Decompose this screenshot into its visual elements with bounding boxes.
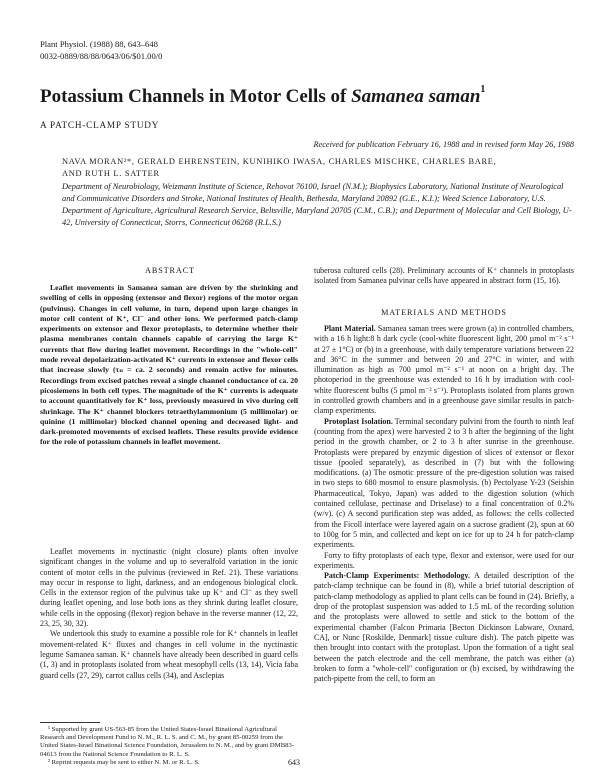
- intro-continuation-text: tuberosa cultured cells (28). Preliminary accounts of K⁺ channels in protoplasts isolated from Samanea pulvinar cells have appeared in abstract form (15, 16).: [314, 266, 574, 286]
- methods-heading: MATERIALS AND METHODS: [381, 308, 507, 317]
- journal-citation: Plant Physiol. (1988) 88, 643–648: [40, 39, 158, 49]
- abstract-paragraph: Leaflet movements in Samanea saman are driven by the shrinking and swelling of cells in opposing (extensor and flexor) regions of the motor organ (pulvinus). Changes in cell volume, in turn, depend upon large changes in motor cell content of K⁺, Cl⁻ and other ions. We performed patch-clamp experiments on extensor and flexor protoplasts, to determine whether their plasma membranes contain channels capable of carrying the large K⁺ currents that flow during leaflet movement. Recordings in the "whole-cell" mode reveal depolarization-activated K⁺ currents in extensor and flexor cells that increase slowly (τₙ = ca. 2 seconds) and remain active for minutes. Recordings from excised patches reveal a single channel conductance of ca. 20 picosiemens in both cell types. The magnitude of the K⁺ currents is adequate to account quantitatively for K⁺ loss, previously measured in vivo during cell shrinkage. The K⁺ channel blockers tetraethylammonium (5 millimolar) or quinine (1 millimolar) blocked channel opening and decreased light- and dark-promoted movements of excised leaflets. These results provide evidence for the role of potassium channels in leaflet movement.: [40, 283, 298, 447]
- article-title: [40, 86, 560, 108]
- intro-continuation: [314, 266, 574, 287]
- intro-paragraph-1: Leaflet movements in nyctinastic (night closure) plants often involve significant changes in the volume and up to severalfold variation in the ionic content of motor cells in the pulvinus (reviewed in Ref. 21). These variations may occur in response to light, darkness, and an endogenous biological clock. Cells in the extensor region of the pulvinus take up K⁺ and Cl⁻ as they swell during leaflet opening, and lose both ions as they shrink during leaflet closure, while cells in the opposing (flexor) region behave in the reverse manner (12, 22, 23, 25, 30, 32).: [40, 547, 298, 629]
- patch-clamp-paragraph: [314, 571, 574, 684]
- affiliations: Department of Neurobiology, Weizmann Institute of Science, Rehovot 76100, Israel (N.M.); Biophysics Laboratory, National Institute of Neurological and Communicative Disorders and Stroke, National Institutes of Health, Bethesda, Maryland 20892 (G.E., K.I.); Weed Science Laboratory, U.S. Department of Agriculture, Agricultural Research Service, Beltsville, Maryland 20705 (C.M., C.B.); and Department of Molecular and Cell Biology, U-42, University of Connecticut, Storrs, Connecticut 06268 (R.L.S.): [62, 182, 572, 227]
- methods-body: [314, 324, 574, 684]
- footnote-2: ² Reprint requests may be sent to either N. M. or R. L. S.: [48, 758, 200, 766]
- protoplast-isolation-heading: Protoplast Isolation.: [324, 416, 393, 426]
- footnote-divider: [40, 722, 100, 723]
- abstract-heading: ABSTRACT: [145, 266, 195, 275]
- patch-clamp-heading: Patch-Clamp Experiments: Methodology.: [324, 571, 470, 581]
- author-list: [62, 156, 574, 180]
- protoplast-isolation-paragraph: [314, 417, 574, 551]
- protoplast-count-paragraph: Forty to fifty protoplasts of each type, flexor and extensor, were used for our experiments.: [314, 550, 574, 570]
- plant-material-heading: Plant Material.: [324, 324, 376, 333]
- abstract-text: [40, 283, 298, 448]
- page-number: 643: [288, 758, 300, 767]
- introduction: [40, 547, 298, 681]
- article-subtitle: A PATCH-CLAMP STUDY: [40, 120, 160, 130]
- received-dates: Received for publication February 16, 1988 and in revised form May 26, 1988: [313, 140, 574, 149]
- patch-clamp-text: A detailed description of the patch-clamp technique can be found in (8), while a brief tutorial description of patch-clamp methodology as applied to plant cells can be found in (24). Briefly, a drop of the protoplast suspension was added to 1.5 mL of the recording solution and the protoplasts were allowed to settle and stick to the bottom of the experimental chamber (Falcon Primaria [Becton Dickinson Labware, Oxnard, CA], or Nunc [Roskilde, Denmark] tissue culture dish). The patch pipette was then brought into contact with the protoplast. Upon the formation of a tight seal between the patch electrode and the cell membrane, the patch was either (a) broken to form a "whole-cell" configuration or (b) excised, by withdrawing the patch-pipette from the cell, to form an: [314, 571, 574, 684]
- title-species: Samanea saman: [351, 86, 481, 107]
- author-line-1: NAVA MORAN²*, GERALD EHRENSTEIN, KUNIHIKO IWASA, CHARLES MISCHKE, CHARLES BARE,: [62, 157, 497, 166]
- plant-material-text: Samanea saman trees were grown (a) in controlled chambers, with a 16 h light:8 h dark cycle (cool-white fluorescent light, 200 µmol m⁻² s⁻¹ at 27 ± 1°C) or (b) in a greenhouse, with daily temperature variations between 22 and 36°C in the summer and between 20 and 27°C in winter, and with illumination as high as 700 µmol m⁻² s⁻¹ at noon on a bright day. The photoperiod in the greenhouse was extended to 16 h by irradiation with cool-white fluorescent bulbs (5 µmol m⁻² s⁻¹). Protoplasts isolated from plants grown in controlled growth chambers and in a greenhouse gave similar results in patch-clamp experiments.: [314, 324, 574, 416]
- footnote-1: ¹ Supported by grant US-563-85 from the United States-Israel Binational Agricultural Research and Development Fund to N. M., R. L. S. and C. M., by grant 85-00259 from the United States-Israel Binational Science Foundation, Jerusalem to N. M., and by grant DMB83-04613 from the National Science Foundation to R. L. S.: [40, 726, 295, 758]
- title-main: Potassium Channels in Motor Cells of: [40, 86, 352, 107]
- protoplast-isolation-text: Terminal secondary pulvini from the fourth to ninth leaf (counting from the apex) were harvested 2 to 3 h after the beginning of the light period in the growth chamber, or 2 to 3 h after sunrise in the greenhouse. Protoplasts were prepared by enzymic digestion of slices of extensor or flexor tissue (pooled separately), as described in (7) but with the following modifications. (a) The osmotic pressure of the pre-digestion solution was raised in two steps to 680 mosmol to ensure plasmolysis. (b) Pectolyase Y-23 (Seishin Pharmaceutical, Tokyo, Japan) was added to the digestion solution (which contained cellulase, pectinase and Driselase) to a final concentration of 0.2% (w/v). (c) A second purification step was added, as follows: the cells collected from the Ficoll interface were layered again on a sucrose gradient (2), spun at 60 to 100g for 5 min, and collected and kept on ice for up to 24 h for patch-clamp experiments.: [314, 416, 574, 550]
- article-code: 0032-0889/88/88/0643/06/$01.00/0: [40, 51, 163, 61]
- title-footnote-mark: 1: [480, 84, 486, 95]
- author-line-2: AND RUTH L. SATTER: [62, 169, 160, 179]
- intro-paragraph-2: We undertook this study to examine a possible role for K⁺ channels in leaflet movement-related K⁺ fluxes and changes in cell volume in the nyctinastic legume Samanea saman. K⁺ channels have already been described in guard cells (1, 3) and in protoplasts isolated from wheat mesophyll cells (13, 14), Vicia faba guard cells (27, 29), carrot callus cells (34), and Asclepias: [40, 629, 298, 680]
- footnotes: [40, 726, 298, 767]
- plant-material-paragraph: [314, 324, 574, 417]
